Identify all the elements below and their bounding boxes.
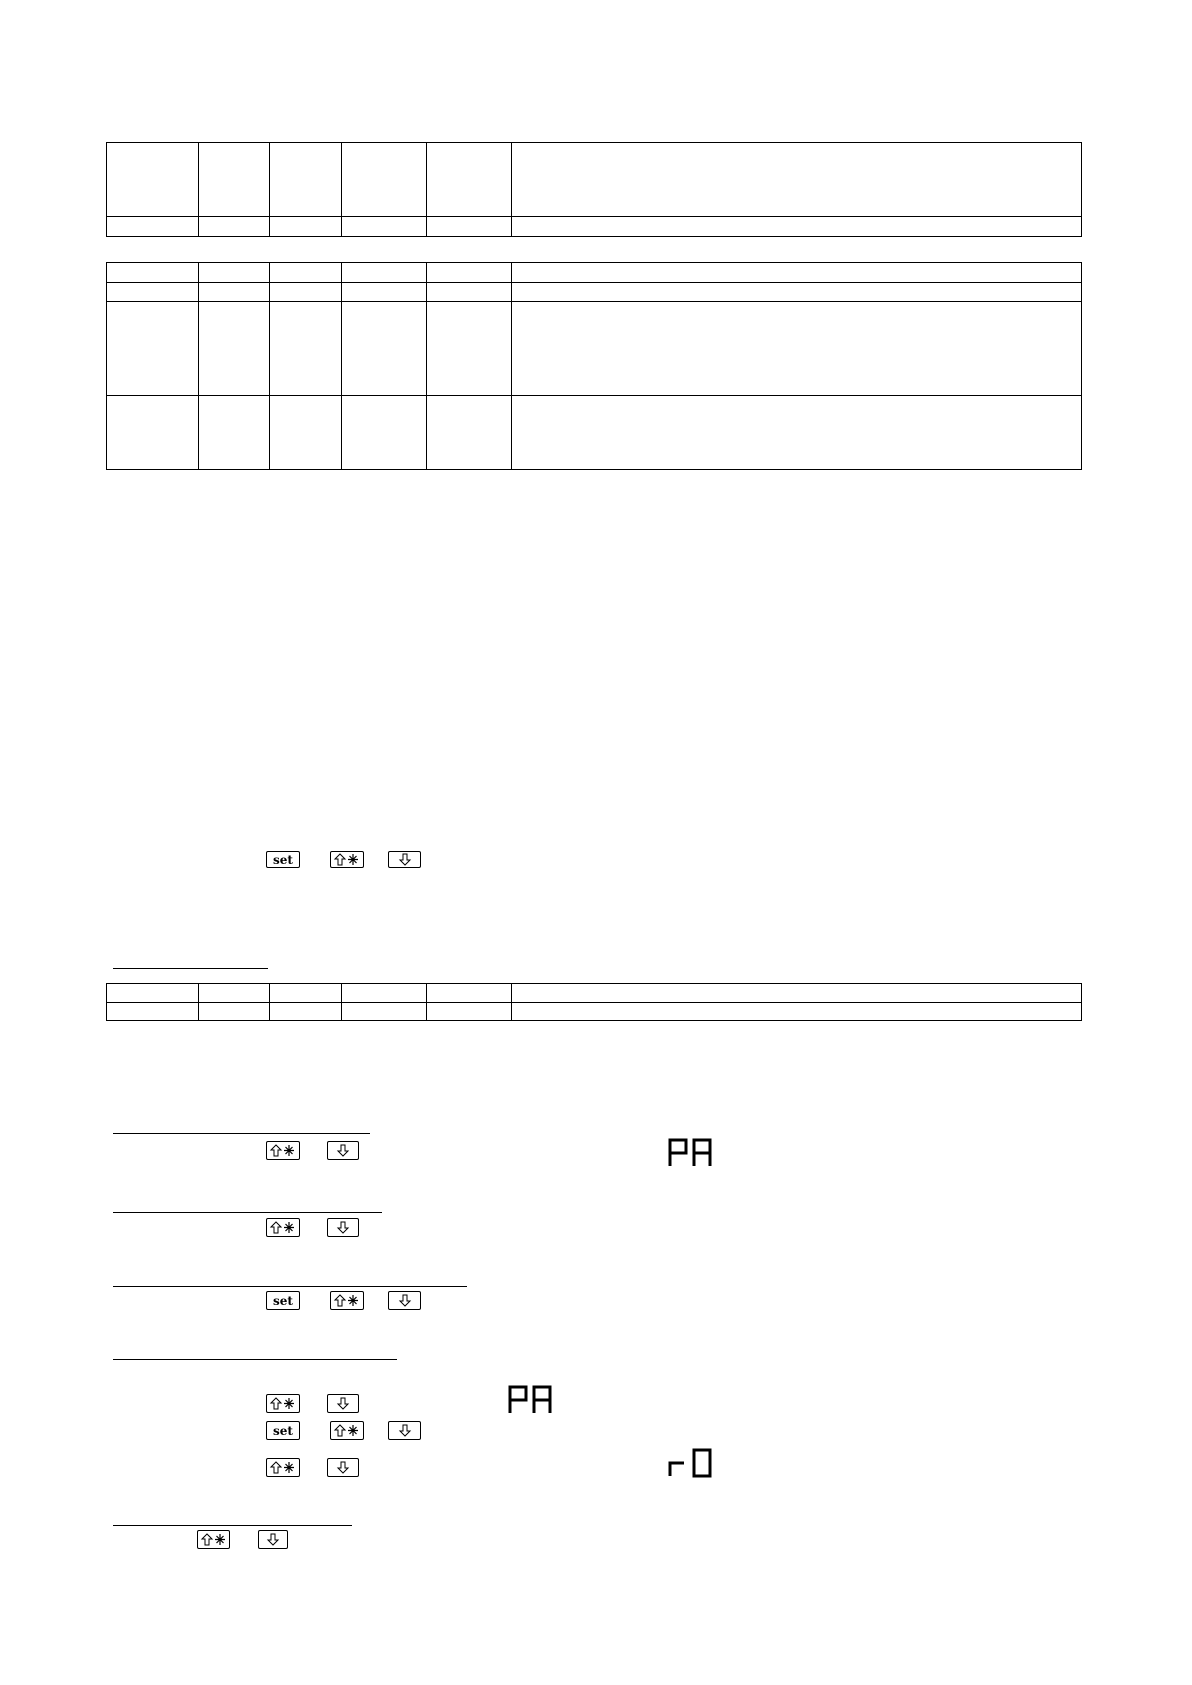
down-arrow-icon [398,1424,412,1437]
up-arrow-snowflake-icon [333,1294,361,1307]
procedure-heading-underline [113,1359,397,1360]
table-row [107,217,1082,237]
lcd-display-pa [508,1385,554,1420]
down-arrow-icon [336,1221,350,1234]
parameter-table-2 [106,262,1082,470]
down-arrow-icon [336,1144,350,1157]
table-row [107,283,1082,302]
up-snowflake-key-button[interactable] [197,1530,230,1549]
procedure-heading-underline [113,1525,352,1526]
set-key-button[interactable]: set [266,1291,300,1310]
up-snowflake-key-button[interactable] [266,1141,300,1160]
up-snowflake-key-button[interactable] [330,1291,364,1310]
procedure-heading-underline [113,1286,467,1287]
section-heading-underline [113,968,268,969]
table-row [107,302,1082,396]
up-snowflake-key-button[interactable] [266,1394,300,1413]
down-arrow-icon [336,1397,350,1410]
up-snowflake-key-button[interactable] [266,1218,300,1237]
procedure-heading-underline [113,1212,382,1213]
set-key-button[interactable]: set [266,1421,300,1440]
up-arrow-snowflake-icon [333,1424,361,1437]
table-row [107,984,1082,1003]
up-arrow-snowflake-icon [269,1397,297,1410]
up-arrow-snowflake-icon [333,853,361,866]
table-row [107,1003,1082,1021]
down-key-button[interactable] [388,851,421,868]
up-arrow-snowflake-icon [269,1221,297,1234]
down-key-button[interactable] [388,1291,421,1310]
down-key-button[interactable] [327,1141,359,1160]
up-snowflake-key-button[interactable] [330,851,364,868]
table-row [107,396,1082,470]
down-key-button[interactable] [388,1421,421,1440]
down-arrow-icon [398,853,412,866]
set-key-button[interactable]: set [266,851,300,868]
down-arrow-icon [336,1461,350,1474]
table-row [107,263,1082,283]
table-row [107,143,1082,217]
down-key-button[interactable] [327,1218,359,1237]
down-arrow-icon [398,1294,412,1307]
down-key-button[interactable] [258,1530,288,1549]
lcd-display-r0 [668,1448,714,1483]
down-arrow-icon [266,1533,280,1546]
up-snowflake-key-button[interactable] [266,1458,300,1477]
up-arrow-snowflake-icon [200,1533,228,1546]
procedure-heading-underline [113,1133,370,1134]
up-arrow-snowflake-icon [269,1461,297,1474]
up-arrow-snowflake-icon [269,1144,297,1157]
parameter-table-3 [106,983,1082,1021]
down-key-button[interactable] [327,1394,359,1413]
lcd-display-pa [668,1138,714,1173]
down-key-button[interactable] [327,1458,359,1477]
up-snowflake-key-button[interactable] [330,1421,364,1440]
parameter-table-1 [106,142,1082,237]
